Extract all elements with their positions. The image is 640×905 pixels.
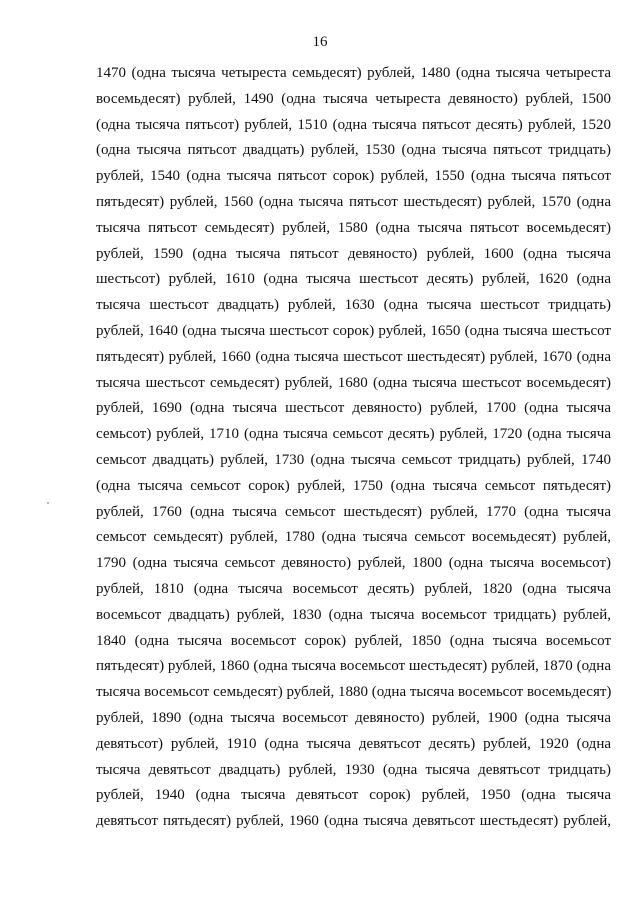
text-line: (одна тысяча пятьсот двадцать) рублей, 1530 (одна тысяча пятьсот тридцать) [96, 142, 611, 159]
text-line: тысяча шестьсот семьдесят) рублей, 1680 (одна тысяча шестьсот восемьдесят) [96, 374, 611, 391]
text-line: семьсот) рублей, 1710 (одна тысяча семьсот десять) рублей, 1720 (одна тысяча [96, 426, 611, 443]
text-line: пятьдесят) рублей, 1860 (одна тысяча восемьсот шестьдесят) рублей, 1870 (одна [96, 658, 611, 675]
scan-speck [47, 502, 49, 504]
text-line: рублей, 1540 (одна тысяча пятьсот сорок) рублей, 1550 (одна тысяча пятьсот [96, 168, 611, 185]
text-line: рублей, 1890 (одна тысяча восемьсот девяносто) рублей, 1900 (одна тысяча [96, 709, 611, 726]
text-line: восемьдесят) рублей, 1490 (одна тысяча четыреста девяносто) рублей, 1500 [96, 90, 611, 107]
text-line: девятьсот пятьдесят) рублей, 1960 (одна тысяча девятьсот шестьдесят) рублей, [96, 813, 611, 830]
text-line: 1840 (одна тысяча восемьсот сорок) рублей, 1850 (одна тысяча восемьсот [96, 632, 611, 649]
text-line: рублей, 1810 (одна тысяча восемьсот десять) рублей, 1820 (одна тысяча [96, 580, 611, 597]
text-line: семьсот двадцать) рублей, 1730 (одна тысяча семьсот тридцать) рублей, 1740 [96, 451, 611, 468]
text-line: 1790 (одна тысяча семьсот девяносто) рублей, 1800 (одна тысяча восемьсот) [96, 555, 611, 572]
text-line: шестьсот) рублей, 1610 (одна тысяча шестьсот десять) рублей, 1620 (одна [96, 271, 611, 288]
text-line: восемьсот двадцать) рублей, 1830 (одна тысяча восемьсот тридцать) рублей, [96, 606, 611, 623]
body-text [96, 61, 611, 835]
page-number: 16 [312, 34, 328, 50]
text-line: тысяча девятьсот двадцать) рублей, 1930 (одна тысяча девятьсот тридцать) [96, 761, 611, 778]
text-line: тысяча пятьсот семьдесят) рублей, 1580 (одна тысяча пятьсот восемьдесят) [96, 219, 611, 236]
text-line: тысяча шестьсот двадцать) рублей, 1630 (одна тысяча шестьсот тридцать) [96, 297, 611, 314]
text-line: (одна тысяча семьсот сорок) рублей, 1750 (одна тысяча семьсот пятьдесят) [96, 477, 611, 494]
text-line: рублей, 1590 (одна тысяча пятьсот девяносто) рублей, 1600 (одна тысяча [96, 245, 611, 262]
text-line: рублей, 1940 (одна тысяча девятьсот сорок) рублей, 1950 (одна тысяча [96, 787, 611, 804]
text-line: пятьдесят) рублей, 1560 (одна тысяча пятьсот шестьдесят) рублей, 1570 (одна [96, 193, 611, 210]
text-line: 1470 (одна тысяча четыреста семьдесят) рублей, 1480 (одна тысяча четыреста [96, 65, 611, 81]
text-line: (одна тысяча пятьсот) рублей, 1510 (одна тысяча пятьсот десять) рублей, 1520 [96, 116, 611, 133]
text-line: рублей, 1690 (одна тысяча шестьсот девяносто) рублей, 1700 (одна тысяча [96, 400, 611, 417]
text-line: семьсот семьдесят) рублей, 1780 (одна тысяча семьсот восемьдесят) рублей, [96, 529, 611, 546]
text-line: тысяча восемьсот семьдесят) рублей, 1880 (одна тысяча восемьсот восемьдесят) [96, 684, 612, 701]
text-line: пятьдесят) рублей, 1660 (одна тысяча шестьсот шестьдесят) рублей, 1670 (одна [96, 348, 611, 365]
text-line: девятьсот) рублей, 1910 (одна тысяча девятьсот десять) рублей, 1920 (одна [96, 735, 611, 752]
text-line: рублей, 1760 (одна тысяча семьсот шестьдесят) рублей, 1770 (одна тысяча [96, 503, 611, 520]
text-line: рублей, 1640 (одна тысяча шестьсот сорок) рублей, 1650 (одна тысяча шестьсот [96, 322, 611, 339]
